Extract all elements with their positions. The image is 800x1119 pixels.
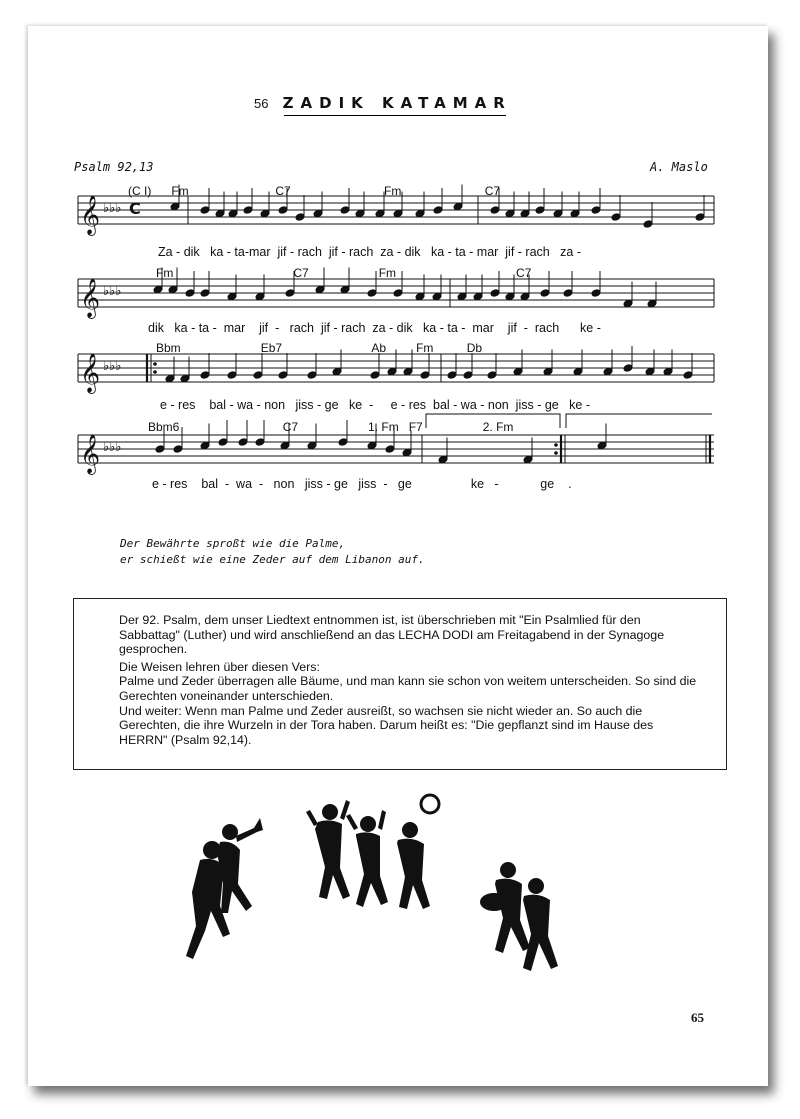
note-head <box>255 292 265 301</box>
composer: A. Maslo <box>650 160 708 174</box>
note-head <box>228 209 238 218</box>
note-head <box>523 455 533 464</box>
note-head <box>535 206 545 215</box>
note-head <box>647 299 657 308</box>
note-head <box>218 438 228 447</box>
note-head <box>623 299 633 308</box>
svg-text:𝄞: 𝄞 <box>80 278 101 318</box>
note-head <box>307 441 317 450</box>
note-head <box>153 285 163 294</box>
page-ref: 56 <box>254 96 269 111</box>
note-head <box>227 371 237 380</box>
note-head <box>393 289 403 298</box>
note-head <box>543 367 553 376</box>
note-head <box>490 206 500 215</box>
note-head <box>227 292 237 301</box>
note-head <box>420 371 430 380</box>
svg-text:♭♭♭: ♭♭♭ <box>103 201 122 216</box>
note-head <box>663 367 673 376</box>
commentary-paragraph: Die Weisen lehren über diesen Vers: <box>119 659 320 674</box>
note-head <box>215 209 225 218</box>
note-head <box>415 209 425 218</box>
translation-line: Der Bewährte sproßt wie die Palme, <box>120 537 346 550</box>
note-head <box>513 367 523 376</box>
commentary-paragraph: Und weiter: Wenn man Palme und Zeder ausreißt, so wachsen sie nicht wieder an. So auch die Gerechten, die ihre Wurzeln in der Tora haben. Darum heißt es: "Die gepflanzt sind im Hause des HERRN" (Psalm 92,14). <box>119 703 654 747</box>
note-head <box>393 209 403 218</box>
translation-line: er schießt wie eine Zeder auf dem Libanon auf. <box>120 553 425 566</box>
note-head <box>367 289 377 298</box>
chords-system-3: Bbm Eb7 Ab Fm Db <box>156 341 483 355</box>
note-head <box>173 445 183 454</box>
source-psalm: Psalm 92,13 <box>74 160 154 174</box>
note-head <box>432 292 442 301</box>
dancers-icon <box>160 790 580 980</box>
note-head <box>463 371 473 380</box>
note-head <box>415 292 425 301</box>
note-head <box>340 285 350 294</box>
note-head <box>180 374 190 383</box>
note-head <box>238 438 248 447</box>
note-head <box>340 206 350 215</box>
commentary-paragraph: Palme und Zeder überragen alle Bäume, und man kann sie schon von weitem unterscheiden. So sind die Gerechten voneinander unterschieden. <box>119 674 697 703</box>
svg-text:C: C <box>129 199 141 218</box>
note-head <box>295 213 305 222</box>
note-head <box>553 209 563 218</box>
note-head <box>355 209 365 218</box>
note-head <box>200 206 210 215</box>
note-head <box>505 292 515 301</box>
note-head <box>433 206 443 215</box>
svg-text:𝄞: 𝄞 <box>80 353 101 393</box>
note-head <box>453 202 463 211</box>
note-head <box>200 441 210 450</box>
commentary-paragraph: Der 92. Psalm, dem unser Liedtext entnommen ist, ist überschrieben mit "Ein Psalmlied für den Sabbattag" (Luther) und wird anschließend an das LECHA DODI am Freitagabend in der Synagoge gesprochen. <box>119 613 665 657</box>
note-head <box>645 367 655 376</box>
note-head <box>438 455 448 464</box>
note-head <box>278 206 288 215</box>
note-head <box>611 213 621 222</box>
note-head <box>243 206 253 215</box>
translation <box>120 536 425 568</box>
note-head <box>505 209 515 218</box>
lyrics-system-3: e - res bal - wa - non jiss - ge ke - e - res bal - wa - non jiss - ge ke - <box>160 398 590 412</box>
note-head <box>473 292 483 301</box>
note-head <box>487 371 497 380</box>
song-title: ZADIK KATAMAR <box>282 94 512 112</box>
note-head <box>597 441 607 450</box>
note-head <box>280 441 290 450</box>
lyrics-system-2: dik ka - ta - mar jif - rach jif - rach za - dik ka - ta - mar jif - rach ke - <box>148 321 601 335</box>
note-head <box>200 371 210 380</box>
note-head <box>570 209 580 218</box>
clefs <box>80 195 141 475</box>
note-head <box>285 289 295 298</box>
page-number: 65 <box>691 1010 704 1025</box>
note-head <box>260 209 270 218</box>
note-head <box>253 371 263 380</box>
svg-text:♭♭♭: ♭♭♭ <box>103 440 122 455</box>
svg-text:𝄞: 𝄞 <box>80 434 101 474</box>
note-head <box>603 367 613 376</box>
note-head <box>591 289 601 298</box>
svg-text:♭♭♭: ♭♭♭ <box>103 359 122 374</box>
lyrics-system-1: Za - dik ka - ta-mar jif - rach jif - rach za - dik ka - ta - mar jif - rach za - <box>158 245 581 259</box>
note-head <box>370 371 380 380</box>
note-head <box>387 367 397 376</box>
note-head <box>313 209 323 218</box>
note-head <box>332 367 342 376</box>
note-head <box>367 441 377 450</box>
note-head <box>403 367 413 376</box>
note-head <box>168 285 178 294</box>
note-head <box>315 285 325 294</box>
note-head <box>540 289 550 298</box>
note-head <box>683 371 693 380</box>
chords-system-4: Bbm6 C7 1. Fm F7 2. Fm <box>148 420 514 434</box>
note-head <box>695 213 705 222</box>
note-head <box>520 209 530 218</box>
note-head <box>307 371 317 380</box>
note-head <box>457 292 467 301</box>
note-head <box>591 206 601 215</box>
note-head <box>155 445 165 454</box>
note-head <box>447 371 457 380</box>
note-head <box>170 202 180 211</box>
lyrics-system-4: e - res bal - wa - non jiss - ge jiss - ge ke - ge . <box>152 477 572 491</box>
note-head <box>643 220 653 229</box>
note-head <box>255 438 265 447</box>
note-head <box>185 289 195 298</box>
note-head <box>623 364 633 373</box>
note-head <box>520 292 530 301</box>
note-head <box>375 209 385 218</box>
note-head <box>402 448 412 457</box>
chords-system-2: Fm C7 Fm C7 <box>156 266 532 280</box>
svg-text:𝄞: 𝄞 <box>80 195 101 235</box>
commentary-text <box>119 613 704 747</box>
note-head <box>165 374 175 383</box>
note-head <box>278 371 288 380</box>
note-head <box>573 367 583 376</box>
note-head <box>385 445 395 454</box>
note-head <box>490 289 500 298</box>
note-head <box>563 289 573 298</box>
note-head <box>200 289 210 298</box>
note-head <box>338 438 348 447</box>
chords-system-1: (C I) Fm C7 Fm C7 <box>128 184 501 198</box>
svg-text:♭♭♭: ♭♭♭ <box>103 284 122 299</box>
